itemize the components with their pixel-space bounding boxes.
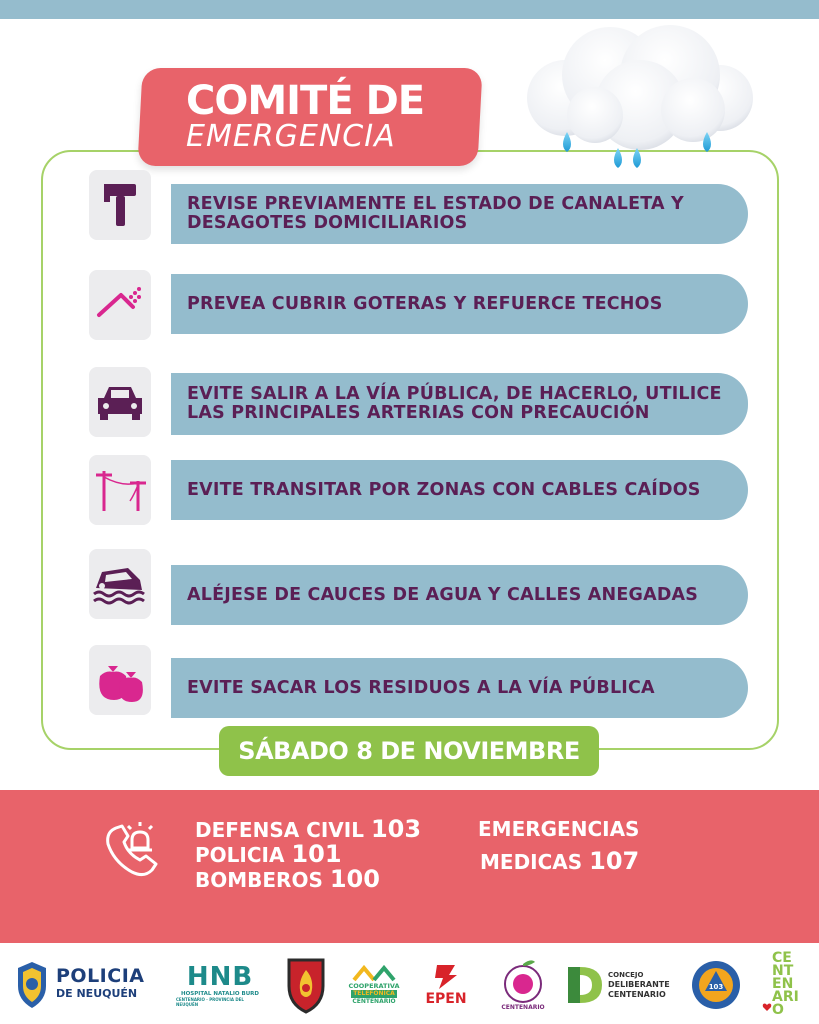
garbage-bags-icon xyxy=(94,656,146,704)
tip-row xyxy=(171,658,748,718)
tip-text: REVISE PREVIAMENTE EL ESTADO DE CANALETA Y DESAGOTES DOMICILIARIOS xyxy=(187,194,684,233)
flooded-car-icon-box xyxy=(89,549,151,619)
car-icon xyxy=(94,382,146,422)
cooperativa-mark-icon xyxy=(352,964,396,982)
roof-icon xyxy=(95,285,145,325)
heart-icon xyxy=(762,1002,772,1012)
policia-neuquen-logo: POLICIA DE NEUQUÉN xyxy=(14,945,164,1024)
hammer-icon-box xyxy=(89,170,151,240)
defensoria-mark-icon xyxy=(501,958,545,1004)
tip-row xyxy=(171,184,748,244)
contact-policia: POLICIA 101 xyxy=(195,840,342,868)
flooded-car-icon xyxy=(92,562,148,606)
svg-text:103: 103 xyxy=(708,982,724,991)
contact-band xyxy=(0,790,819,943)
tip-text: EVITE TRANSITAR POR ZONAS CON CABLES CAÍDOS xyxy=(187,479,701,500)
hospital-natalio-burd-logo: HNB HOSPITAL NATALIO BURD CENTENARIO · PROVINCIA DEL NEUQUÉN xyxy=(176,961,259,1007)
concejo-mark-icon xyxy=(566,963,604,1007)
epen-mark-icon xyxy=(431,963,461,991)
municipio-centenario-logo: CENTENARIO xyxy=(762,945,808,1024)
date-text: SÁBADO 8 DE NOVIEMBRE xyxy=(238,737,580,765)
contact-bomberos: BOMBEROS 100 xyxy=(195,865,380,893)
epen-logo: EPEN xyxy=(418,945,474,1024)
defensa-civil-badge-icon xyxy=(690,959,742,1011)
title-line-1: COMITÉ DE xyxy=(186,78,425,124)
car-icon-box xyxy=(89,367,151,437)
tip-text: PREVEA CUBRIR GOTERAS Y REFUERCE TECHOS xyxy=(187,293,663,314)
tip-text: EVITE SACAR LOS RESIDUOS A LA VÍA PÚBLICA xyxy=(187,677,655,698)
defensa-civil-logo xyxy=(690,945,742,1024)
tip-text: ALÉJESE DE CAUCES DE AGUA Y CALLES ANEGADAS xyxy=(187,584,699,605)
tip-row xyxy=(171,460,748,520)
tip-text: EVITE SALIR A LA VÍA PÚBLICA, DE HACERLO, UTILICE LAS PRINCIPALES ARTERIAS CON PRECAUCIÓN xyxy=(187,384,722,423)
firefighter-badge-icon xyxy=(283,956,329,1014)
rain-cloud-icon xyxy=(515,20,760,185)
tip-row xyxy=(171,373,748,435)
emergency-phone-icon xyxy=(102,818,166,882)
defensoria-logo: CENTENARIO xyxy=(494,945,552,1024)
power-line-icon-box xyxy=(89,455,151,525)
concejo-deliberante-logo: CONCEJO DELIBERANTE CENTENARIO xyxy=(566,945,676,1024)
sponsor-logos xyxy=(0,945,819,1024)
tip-row xyxy=(171,565,748,625)
cooperativa-telefonica-logo: COOPERATIVA TELEFÓNICA CENTENARIO xyxy=(346,945,402,1024)
top-bar xyxy=(0,0,819,19)
tip-row xyxy=(171,274,748,334)
contact-medicas: MEDICAS 107 xyxy=(480,847,640,875)
hammer-icon xyxy=(100,182,140,228)
roof-icon-box xyxy=(89,270,151,340)
date-badge xyxy=(219,726,599,776)
bomberos-logo xyxy=(283,945,329,1024)
garbage-bags-icon-box xyxy=(89,645,151,715)
police-shield-icon xyxy=(14,960,50,1010)
contact-emergencias: EMERGENCIAS xyxy=(478,817,640,841)
power-line-icon xyxy=(92,465,148,515)
title-line-2: EMERGENCIA xyxy=(186,119,396,154)
contact-defensa-civil: DEFENSA CIVIL 103 xyxy=(195,815,422,843)
